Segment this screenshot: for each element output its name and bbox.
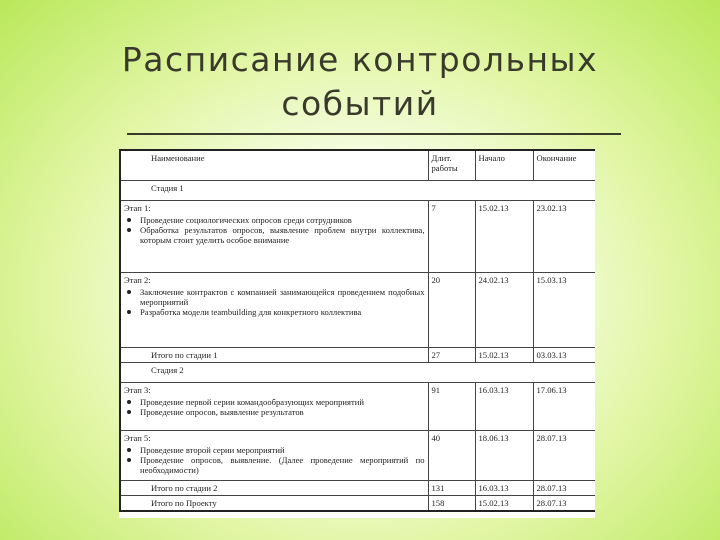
- step-3-cell: [120, 382, 428, 430]
- project-total-duration: 158: [428, 495, 475, 511]
- step-2-list: [124, 287, 425, 317]
- stage-2-total-duration: 131: [428, 480, 475, 495]
- list-item: Проведение второй серии мероприятий: [124, 445, 425, 455]
- step-5-end: 28.07.13: [533, 430, 595, 480]
- list-item: Проведение опросов, выявление. (Далее проведение мероприятий по необходимости): [124, 455, 425, 475]
- step-1-list: [124, 215, 425, 245]
- header-duration: Длит. работы: [428, 150, 475, 180]
- project-total-label: Итого по Проекту: [120, 495, 428, 511]
- stage-row: [120, 180, 595, 200]
- title-line-2: событий: [281, 84, 439, 123]
- project-total-row: [120, 495, 595, 511]
- schedule-table-image: [119, 149, 595, 518]
- list-item: Проведение опросов, выявление результатов: [124, 407, 425, 417]
- list-item: Обработка результатов опросов, выявление проблем внутри коллектива, которым стоит уделить особое внимание: [124, 225, 425, 245]
- step-1-duration: 7: [428, 200, 475, 272]
- stage-1-total-duration: 27: [428, 347, 475, 362]
- stage-1-total-label: Итого по стадии 1: [120, 347, 428, 362]
- step-1-end: 23.02.13: [533, 200, 595, 272]
- title-line-1: Расписание контрольных: [121, 40, 599, 79]
- header-name: Наименование: [120, 150, 428, 180]
- step-5-cell: [120, 430, 428, 480]
- header-start: Начало: [475, 150, 533, 180]
- stage-2-label: Стадия 2: [120, 362, 595, 382]
- stage-1-total-start: 15.02.13: [475, 347, 533, 362]
- step-3-name: Этап 3:: [124, 384, 151, 395]
- step-5-duration: 40: [428, 430, 475, 480]
- step-2-name: Этап 2:: [124, 274, 151, 285]
- stage-1-total-end: 03.03.13: [533, 347, 595, 362]
- list-item: Разработка модели teambuilding для конкретного коллектива: [124, 307, 425, 317]
- list-item: Проведение первой серии командообразующих мероприятий: [124, 397, 425, 407]
- stage-2-total-end: 28.07.13: [533, 480, 595, 495]
- step-2-duration: 20: [428, 272, 475, 347]
- project-total-start: 15.02.13: [475, 495, 533, 511]
- step-5-name: Этап 5:: [124, 432, 151, 443]
- step-2-end: 15.03.13: [533, 272, 595, 347]
- step-1-start: 15.02.13: [475, 200, 533, 272]
- project-total-end: 28.07.13: [533, 495, 595, 511]
- step-2-start: 24.02.13: [475, 272, 533, 347]
- step-3-end: 17.06.13: [533, 382, 595, 430]
- step-1-name: Этап 1:: [124, 202, 151, 213]
- step-5-list: [124, 445, 425, 475]
- step-2-cell: [120, 272, 428, 347]
- title-underline: [127, 133, 621, 135]
- stage-2-total-label: Итого по стадии 2: [120, 480, 428, 495]
- table-row: [120, 382, 595, 430]
- stage-1-label: Стадия 1: [120, 180, 595, 200]
- header-end: Окончание: [533, 150, 595, 180]
- table-row: [120, 272, 595, 347]
- slide-title: [0, 38, 720, 126]
- schedule-table: [119, 149, 595, 512]
- table-row: [120, 430, 595, 480]
- step-3-start: 16.03.13: [475, 382, 533, 430]
- step-3-duration: 91: [428, 382, 475, 430]
- list-item: Проведение социологических опросов среди сотрудников: [124, 215, 425, 225]
- stage-row: [120, 362, 595, 382]
- stage-total-row: [120, 480, 595, 495]
- stage-2-total-start: 16.03.13: [475, 480, 533, 495]
- stage-total-row: [120, 347, 595, 362]
- table-header-row: [120, 150, 595, 180]
- table-row: [120, 200, 595, 272]
- step-3-list: [124, 397, 425, 417]
- step-5-start: 18.06.13: [475, 430, 533, 480]
- step-1-cell: [120, 200, 428, 272]
- list-item: Заключение контрактов с компанией занимающейся проведением подобных мероприятий: [124, 287, 425, 307]
